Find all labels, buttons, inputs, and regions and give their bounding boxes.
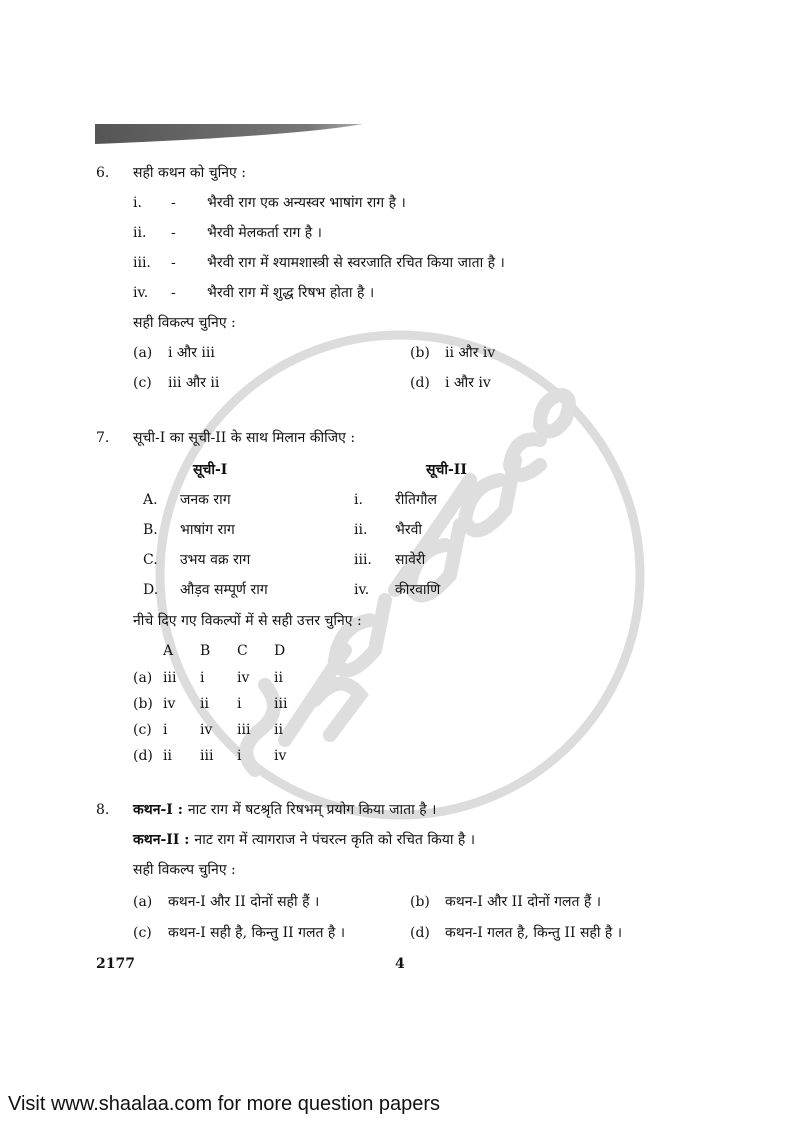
paper-code: 2177 (96, 956, 135, 972)
option-label: (d) (410, 925, 430, 941)
statement-1-label: कथन-I : (133, 802, 183, 818)
option-value: iii (274, 696, 288, 712)
option-value: i (237, 748, 242, 764)
statement (96, 224, 736, 254)
list1-label: B. (143, 522, 158, 538)
list2-label: iii. (354, 552, 372, 568)
list2-label: ii. (354, 522, 368, 538)
list1-text: औड़व सम्पूर्ण राग (180, 582, 268, 598)
question-content (96, 164, 736, 954)
statement-2-label: कथन-II : (133, 832, 190, 848)
list1-text: भाषांग राग (180, 522, 235, 538)
option-value: ii (274, 722, 283, 738)
option-value: i (237, 696, 242, 712)
option-a[interactable] (133, 893, 410, 911)
option-label: (d) (133, 748, 153, 764)
statement-label: iii. (133, 255, 151, 271)
option-label: (c) (133, 375, 152, 391)
option-text: कथन-I गलत है, किन्तु II सही है । (445, 925, 623, 941)
statement-dash: - (171, 195, 176, 211)
statement-1-text: नाट राग में षटश्रृति रिषभम् प्रयोग किया जाता है । (187, 802, 437, 818)
statement (96, 284, 736, 314)
statement-text: भैरवी मेलकर्ता राग है । (207, 225, 322, 241)
match-row (96, 581, 736, 612)
question-7 (96, 429, 736, 773)
list1-label: D. (143, 582, 159, 598)
question-6 (96, 164, 736, 404)
statement-text: भैरवी राग में श्यामशास्त्री से स्वरजाति रचित किया जाता है । (207, 255, 505, 271)
option-label: (b) (410, 894, 430, 910)
option-b[interactable] (410, 893, 601, 911)
list1-label: A. (143, 492, 158, 508)
statement-label: iv. (133, 285, 149, 301)
option-label: (c) (133, 722, 152, 738)
option-text: कथन-I और II दोनों गलत हैं । (445, 894, 602, 910)
question-prompt: सूची-I का सूची-II के साथ मिलान कीजिए : (133, 430, 356, 446)
option-a[interactable] (133, 344, 410, 362)
option-value: iii (237, 722, 251, 738)
option-text: कथन-I सही है, किन्तु II गलत है । (168, 925, 346, 941)
statement-2-text: नाट राग में त्यागराज ने पंचरत्न कृति को रचित किया है । (194, 832, 476, 848)
choose-instruction: सही विकल्प चुनिए : (133, 862, 236, 878)
option-text: i और iii (168, 345, 215, 361)
option-value: iv (200, 722, 213, 738)
option-b[interactable] (96, 695, 736, 721)
option-text: कथन-I और II दोनों सही हैं । (168, 894, 320, 910)
option-label: (a) (133, 894, 153, 910)
option-value: ii (163, 748, 172, 764)
list2-label: iv. (354, 582, 370, 598)
option-value: ii (274, 670, 283, 686)
question-prompt: सही कथन को चुनिए : (133, 165, 246, 181)
option-c[interactable] (96, 721, 736, 747)
option-text: i और iv (445, 375, 491, 391)
statement (96, 194, 736, 224)
option-value: iv (274, 748, 287, 764)
option-a[interactable] (96, 669, 736, 695)
column-header: C (237, 643, 248, 659)
question-number: 8. (96, 802, 110, 818)
column-header: A (163, 643, 174, 659)
list2-text: भैरवी (395, 522, 422, 538)
choose-instruction: नीचे दिए गए विकल्पों में से सही उत्तर चुनिए : (133, 613, 362, 629)
option-text: ii और iv (445, 345, 496, 361)
list1-title: सूची-I (193, 462, 228, 478)
question-number: 7. (96, 430, 110, 446)
list2-label: i. (354, 492, 363, 508)
bottom-banner-link[interactable]: Visit www.shaalaa.com for more question papers (8, 1093, 441, 1115)
column-header: B (200, 643, 211, 659)
match-row (96, 491, 736, 521)
statement-dash: - (171, 255, 176, 271)
option-d[interactable] (410, 374, 491, 392)
list1-label: C. (143, 552, 158, 568)
statement-text: भैरवी राग एक अन्यस्वर भाषांग राग है । (207, 195, 406, 211)
list2-text: कीरवाणि (395, 582, 441, 598)
option-label: (d) (410, 375, 430, 391)
option-label: (c) (133, 925, 152, 941)
match-row (96, 551, 736, 581)
statement-label: i. (133, 195, 142, 211)
option-label: (a) (133, 345, 153, 361)
option-b[interactable] (410, 344, 495, 362)
option-label: (b) (410, 345, 430, 361)
statement-dash: - (171, 225, 176, 241)
statement-dash: - (171, 285, 176, 301)
option-label: (b) (133, 696, 153, 712)
option-value: iii (163, 670, 177, 686)
statement-label: ii. (133, 225, 147, 241)
question-8 (96, 801, 736, 954)
option-c[interactable] (133, 924, 410, 942)
question-number: 6. (96, 165, 110, 181)
statement (96, 254, 736, 284)
column-header: D (274, 643, 286, 659)
option-d[interactable] (96, 747, 736, 773)
option-value: iv (163, 696, 176, 712)
list2-title: सूची-II (426, 462, 467, 478)
option-value: ii (200, 696, 209, 712)
option-value: iv (237, 670, 250, 686)
option-c[interactable] (133, 374, 410, 392)
match-row (96, 521, 736, 551)
header-decoration-bar (95, 124, 365, 146)
choose-instruction: सही विकल्प चुनिए : (133, 315, 236, 331)
option-value: iii (200, 748, 214, 764)
list1-text: उभय वक्र राग (180, 552, 251, 568)
list2-text: रीतिगौल (395, 492, 437, 508)
option-value: i (200, 670, 205, 686)
list1-text: जनक राग (180, 492, 231, 508)
statement-text: भैरवी राग में शुद्ध रिषभ होता है । (207, 285, 375, 301)
answer-column-headers (96, 642, 736, 669)
option-value: i (163, 722, 168, 738)
option-d[interactable] (410, 924, 622, 942)
option-text: iii और ii (168, 375, 220, 391)
list2-text: सावेरी (395, 552, 426, 568)
option-label: (a) (133, 670, 153, 686)
page-number: 4 (395, 956, 405, 972)
